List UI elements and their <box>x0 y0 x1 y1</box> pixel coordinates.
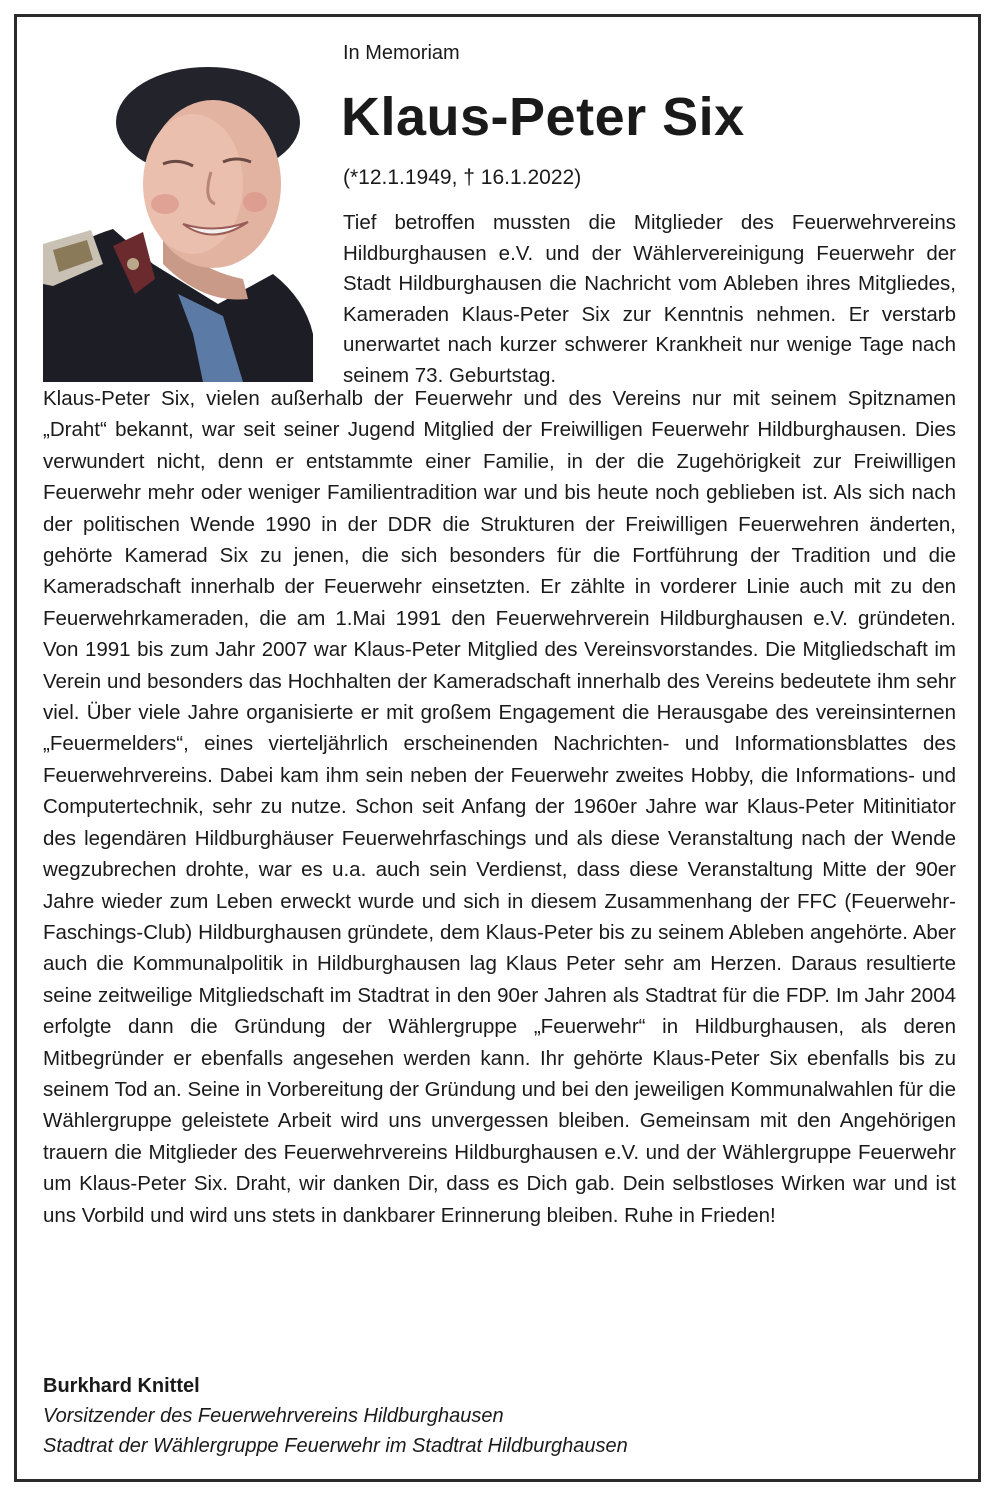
intro-paragraph: Tief betroffen mussten die Mitglieder des Feuerwehrvereins Hildburghausen e.V. und der Wählervereinigung Feuerwehr der Stadt Hildburghausen die Nachricht vom Ableben ihres Mitgliedes, Kameraden Klaus-Peter Six zur Kenntnis nehmen. Er verstarb unerwartet nach kurzer schwerer Krankheit nur wenige Tage nach seinem 73. Geburtstag. <box>343 211 956 387</box>
signature-role-2: Stadtrat der Wählergruppe Feuerwehr im Stadtrat Hildburghausen <box>43 1435 628 1457</box>
deceased-name: Klaus-Peter Six <box>341 87 745 147</box>
kicker-label: In Memoriam <box>343 42 460 64</box>
signature-role-1: Vorsitzender des Feuerwehrvereins Hildburghausen <box>43 1405 504 1427</box>
body-paragraph: Klaus-Peter Six, vielen außerhalb der Feuerwehr und des Vereins nur mit seinem Spitznamen „Draht“ bekannt, war seit seiner Jugend Mitglied der Freiwilligen Feuerwehr Hildburghausen. Dies verwundert nicht, denn er entstammte einer Familie, in der die Zugehörigkeit zur Freiwilligen Feuerwehr mehr oder weniger Familientradition war und bis heute noch geblieben ist. Als sich nach der politischen Wende 1990 in der DDR die Strukturen der Freiwilligen Feuerwehren änderten, gehörte Kamerad Six zu jenen, die sich besonders für die Fortführung der Tradition und die Kameradschaft innerhalb der Feuerwehr einsetzten. Er zählte in vorderer Linie auch mit zu den Feuerwehrkameraden, die am 1.Mai 1991 den Feuerwehrverein Hildburghausen e.V. gründeten. Von 1991 bis zum Jahr 2007 war Klaus-Peter Mitglied des Vereinsvorstandes. Die Mitgliedschaft im Verein und besonders das Hochhalten der Kameradschaft innerhalb des Vereins bedeutete ihm sehr viel. Über viele Jahre organisierte er mit großem Engagement die Herausgabe des vereinsinternen „Feuermelders“, eines vierteljährlich erscheinenden Nachrichten- und Informationsblattes des Feuerwehrvereins. Dabei kam ihm sein neben der Feuerwehr zweites Hobby, die Informations- und Computertechnik, sehr zu nutze. Schon seit Anfang der 1960er Jahre war Klaus-Peter Mitinitiator des legendären Hildburghäuser Feuerwehrfaschings und als diese Veranstaltung nach der Wende wegzubrechen drohte, war es u.a. auch sein Verdienst, dass diese Veranstaltung Mitte der 90er Jahre wieder zum Leben erweckt wurde und sich in diesem Zusammenhang der FFC (Feuerwehr-Faschings-Club) Hildburghausen gründete, dem Klaus-Peter bis zu seinem Ableben angehörte. Aber auch die Kommunalpolitik in Hildburghausen lag Klaus Peter sehr am Herzen. Daraus resultierte seine zeitweilige Mitgliedschaft im Stadtrat in den 90er Jahren als Stadtrat für die FDP. Im Jahr 2004 erfolgte dann die Gründung der Wählergruppe „Feuerwehr“ in Hildburghausen, als deren Mitbegründer er ebenfalls angesehen werden kann. Ihr gehörte Klaus-Peter Six ebenfalls bis zu seinem Tod an. Seine in Vorbereitung der Gründung und bei den jeweiligen Kommunalwahlen für die Wählergruppe geleistete Arbeit wird uns unvergessen bleiben. Gemeinsam mit den Angehörigen trauern die Mitglieder des Feuerwehrvereins Hildburghausen e.V. und der Wählergruppe Feuerwehr um Klaus-Peter Six. Draht, wir danken Dir, dass es Dich gab. Dein selbstloses Wirken war und ist uns Vorbild und wird uns stets in dankbarer Erinnerung bleiben. Ruhe in Frieden! <box>43 387 956 1227</box>
signature-name: Burkhard Knittel <box>43 1375 200 1397</box>
portrait-photo <box>43 64 313 382</box>
portrait-illustration <box>43 64 313 382</box>
life-dates: (*12.1.1949, † 16.1.2022) <box>343 166 582 189</box>
